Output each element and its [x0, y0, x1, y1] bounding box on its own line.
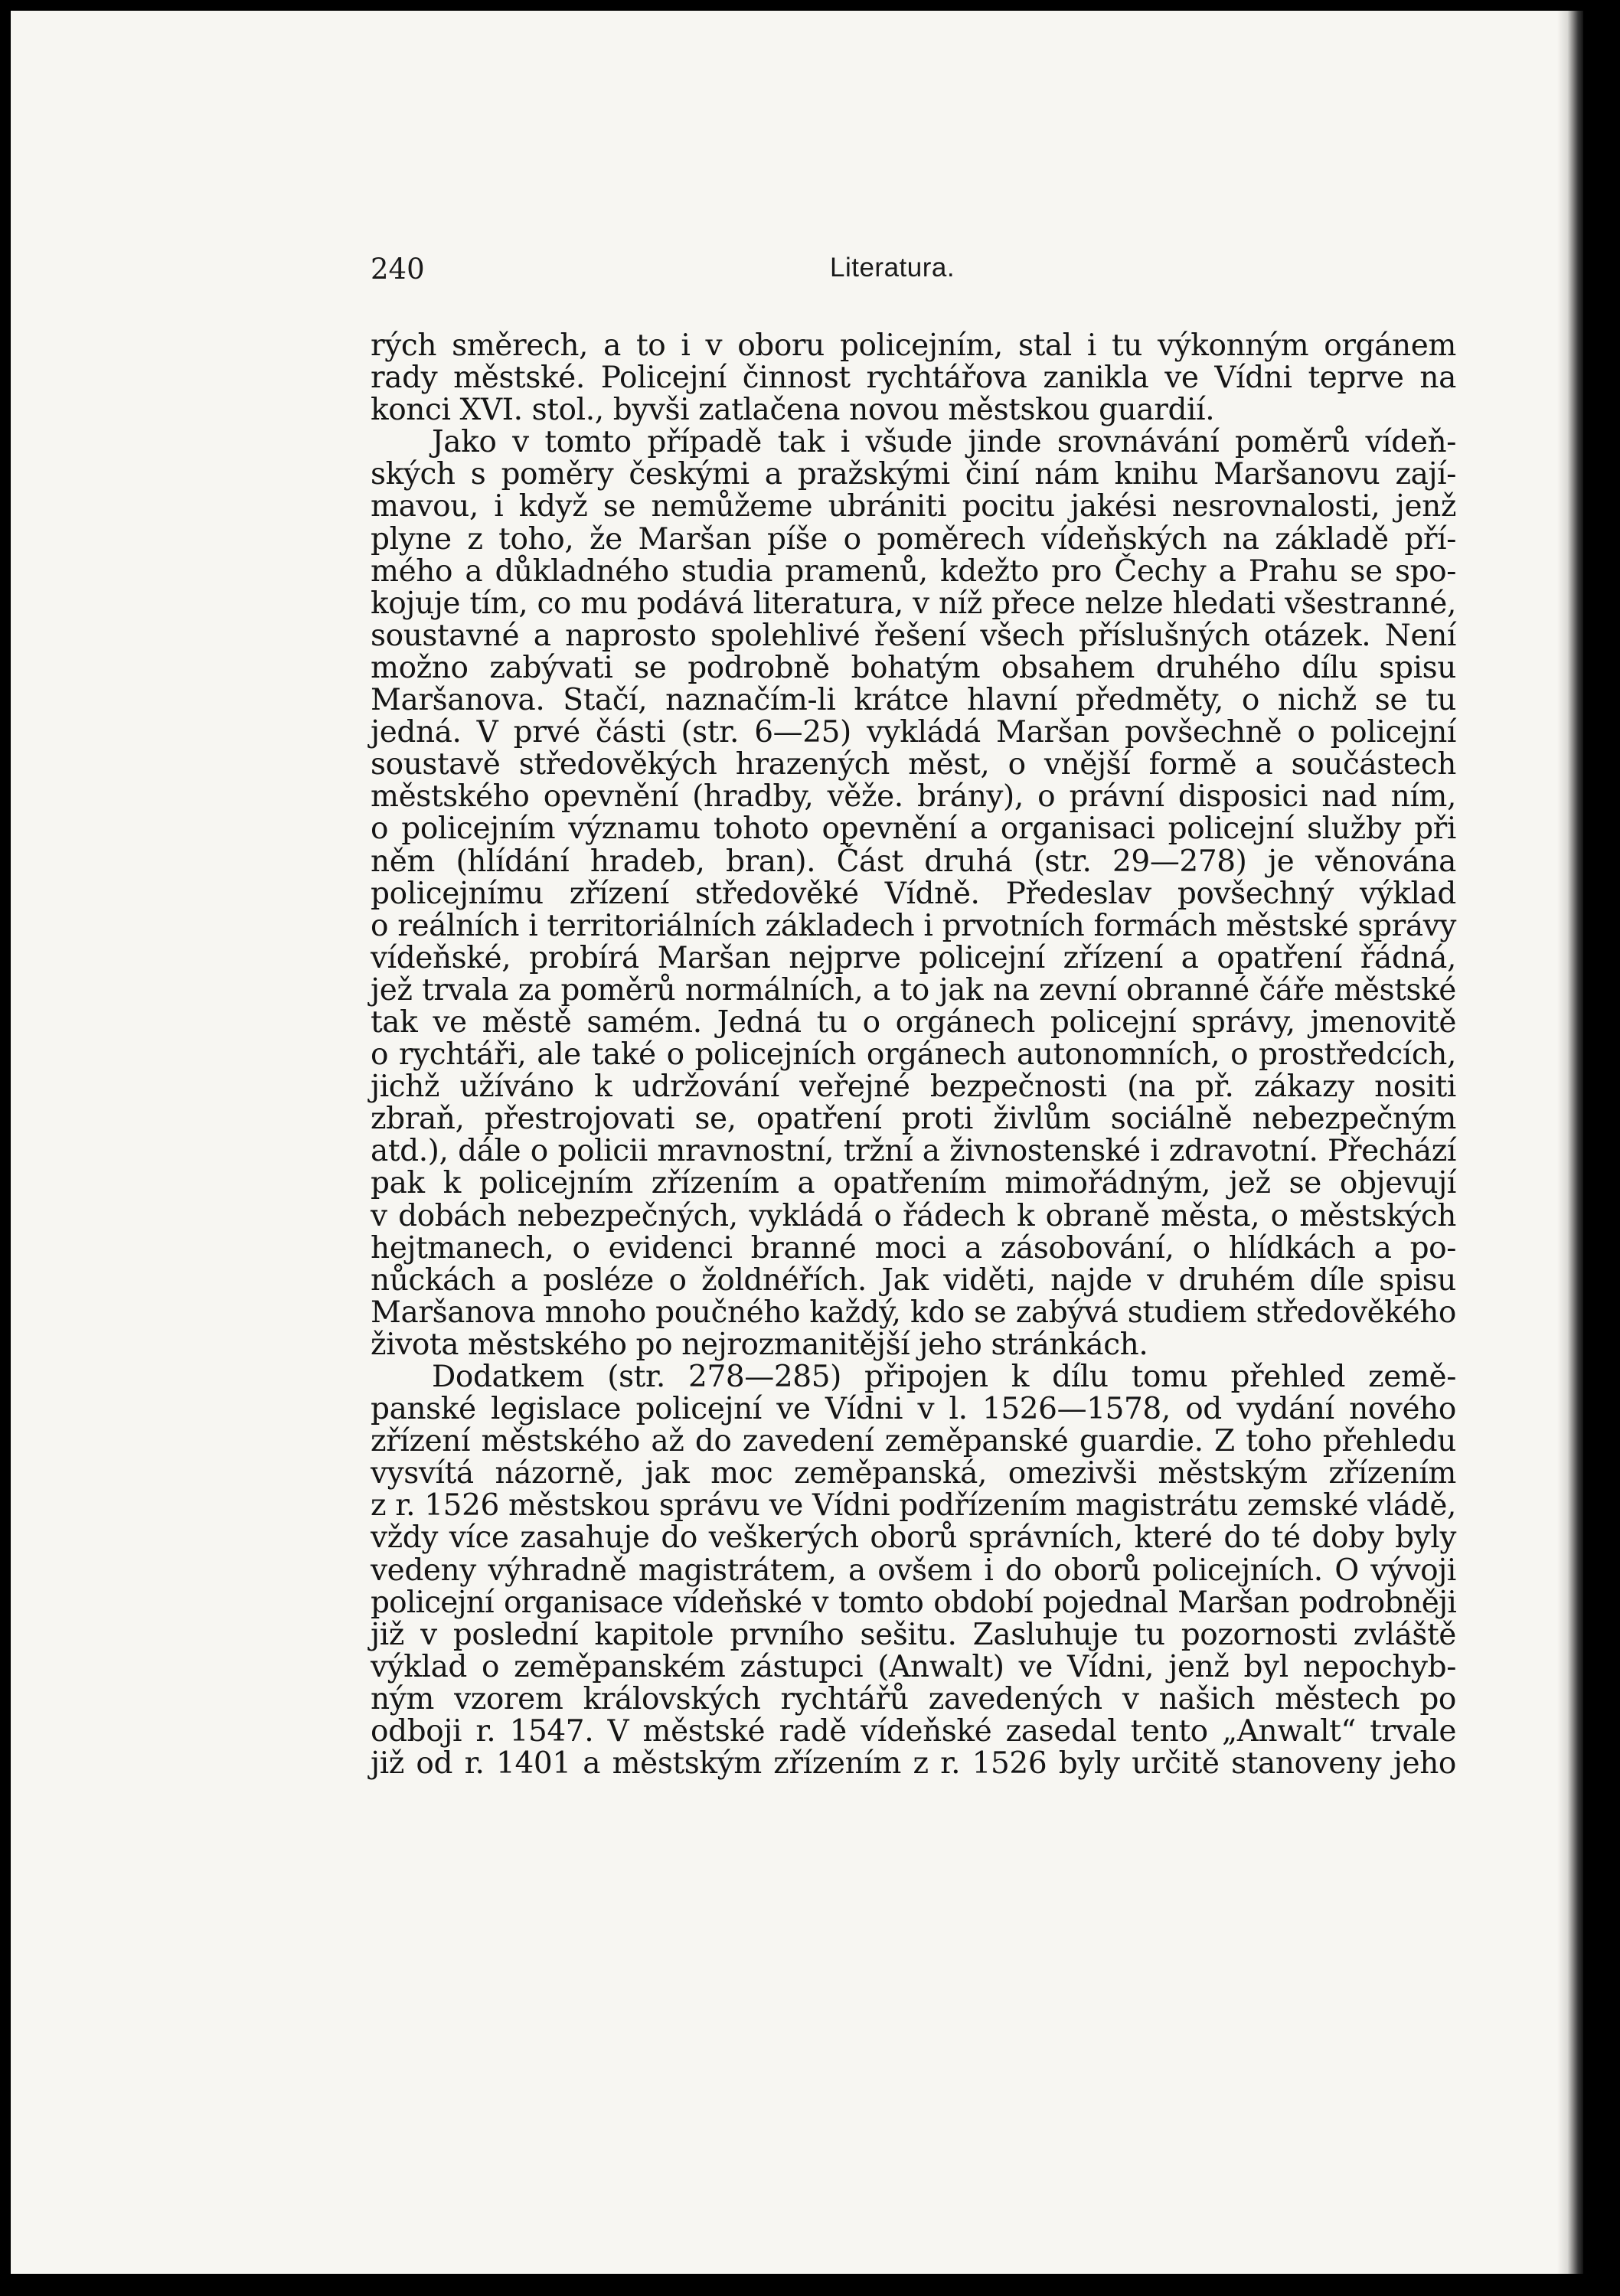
- text-line: panské legislace policejní ve Vídni v l. 1526—1578, od vydání nového: [371, 1392, 1456, 1427]
- text-line: zřízení městského až do zavedení zeměpanské guardie. Z toho přehledu: [371, 1424, 1456, 1459]
- text-line: tak ve městě samém. Jedná tu o orgánech policejní správy, jmenovitě: [371, 1004, 1456, 1040]
- text-line: o reálních i territoriálních základech i prvotních formách městské správy: [371, 908, 1456, 943]
- text-line: konci XVI. stol., byvši zatlačena novou městskou guardií.: [371, 393, 1215, 428]
- text-line: policejnímu zřízení středověké Vídně. Předeslav povšechný výklad: [371, 876, 1456, 911]
- text-line: výklad o zeměpanském zástupci (Anwalt) ve Vídni, jenž byl nepochyb-: [371, 1649, 1456, 1684]
- text-line: Maršanova mnoho poučného každý, kdo se zabývá studiem středověkého: [371, 1295, 1456, 1330]
- text-line: jež trvala za poměrů normálních, a to jak na zevní obranné čáře městské: [371, 972, 1456, 1008]
- binding-shadow: [1557, 11, 1583, 2274]
- text-line: o rychtáři, ale také o policejních orgánech autonomních, o prostředcích,: [371, 1037, 1456, 1073]
- text-line: soustavné a naprosto spolehlivé řešení všech příslušných otázek. Není: [371, 618, 1456, 653]
- text-line: plyne z toho, že Maršan píše o poměrech vídeňských na základě pří-: [371, 521, 1456, 557]
- text-line: mavou, i když se nemůžeme ubrániti pocitu jakési nesrovnalosti, jenž: [371, 489, 1456, 524]
- text-line: jichž užíváno k udržování veřejné bezpečnosti (na př. zákazy nositi: [371, 1070, 1456, 1105]
- text-line: soustavě středověkých hrazených měst, o vnější formě a součástech: [371, 747, 1456, 782]
- text-line: jedná. V prvé části (str. 6—25) vykládá Maršan povšechně o policejní: [371, 715, 1456, 750]
- running-head: [371, 253, 1442, 296]
- text-line: kojuje tím, co mu podává literatura, v níž přece nelze hledati všestranné,: [371, 586, 1456, 621]
- text-line: možno zabývati se podrobně bohatým obsahem druhého dílu spisu: [371, 650, 1456, 685]
- header-title: Literatura.: [830, 253, 955, 283]
- text-line: rady městské. Policejní činnost rychtářova zanikla ve Vídni teprve na: [371, 361, 1456, 396]
- text-line: vždy více zasahuje do veškerých oborů správních, které do té doby byly: [371, 1520, 1456, 1556]
- text-line: již v poslední kapitole prvního sešitu. Zasluhuje tu pozornosti zvláště: [371, 1617, 1456, 1652]
- text-line: rých směrech, a to i v oboru policejním, stal i tu výkonným orgánem: [371, 328, 1456, 363]
- text-line: Jako v tomto případě tak i všude jinde srovnávání poměrů vídeň-: [432, 425, 1456, 460]
- text-line: ným vzorem královských rychtářů zavedených v našich městech po: [371, 1681, 1456, 1716]
- page-number: 240: [371, 253, 425, 286]
- text-line: vedeny výhradně magistrátem, a ovšem i do oborů policejních. O vývoji: [371, 1553, 1456, 1588]
- text-line: pak k policejním zřízením a opatřením mimořádným, jež se objevují: [371, 1166, 1456, 1201]
- text-line: městského opevnění (hradby, věže. brány), o právní disposici nad ním,: [371, 779, 1456, 815]
- text-line: policejní organisace vídeňské v tomto období pojednal Maršan podrobněji: [371, 1585, 1456, 1620]
- body-text: [371, 330, 1456, 1780]
- text-line: vysvítá názorně, jak moc zeměpanská, omezivši městským zřízením: [371, 1456, 1456, 1491]
- text-line: v dobách nebezpečných, vykládá o řádech k obraně města, o městských: [371, 1198, 1456, 1233]
- text-line: odboji r. 1547. V městské radě vídeňské zasedal tento „Anwalt“ trvale: [371, 1714, 1456, 1749]
- text-line: zbraň, přestrojovati se, opatření proti živlům sociálně nebezpečným: [371, 1102, 1456, 1137]
- text-line: hejtmanech, o evidenci branné moci a zásobování, o hlídkách a po-: [371, 1230, 1456, 1266]
- text-line: vídeňské, probírá Maršan nejprve policejní zřízení a opatření řádná,: [371, 940, 1456, 975]
- text-line: o policejním významu tohoto opevnění a organisaci policejní služby při: [371, 812, 1456, 847]
- text-line: nůckách a posléze o žoldnéřích. Jak viděti, najde v druhém díle spisu: [371, 1262, 1456, 1298]
- text-line: Maršanova. Stačí, naznačím-li krátce hlavní předměty, o nichž se tu: [371, 683, 1456, 718]
- text-line: atd.), dále o policii mravnostní, tržní a živnostenské i zdravotní. Přechází: [371, 1134, 1456, 1169]
- text-line: života městského po nejrozmanitější jeho stránkách.: [371, 1327, 1148, 1362]
- text-line: již od r. 1401 a městským zřízením z r. 1526 byly určitě stanoveny jeho: [371, 1746, 1456, 1782]
- text-line: něm (hlídání hradeb, bran). Část druhá (str. 29—278) je věnována: [371, 844, 1456, 879]
- book-page: [11, 11, 1583, 2274]
- text-line: mého a důkladného studia pramenů, kdežto pro Čechy a Prahu se spo-: [371, 554, 1456, 589]
- text-line: ských s poměry českými a pražskými činí nám knihu Maršanovu zají-: [371, 457, 1456, 492]
- text-line: z r. 1526 městskou správu ve Vídni podřízením magistrátu zemské vládě,: [371, 1488, 1456, 1524]
- text-line: Dodatkem (str. 278—285) připojen k dílu tomu přehled země-: [432, 1360, 1456, 1394]
